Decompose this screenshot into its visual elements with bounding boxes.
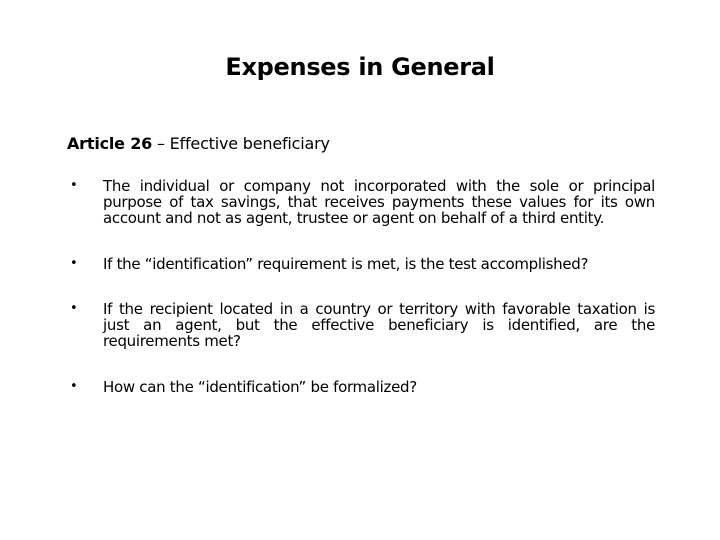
bullet-text: How can the “identification” be formalized?: [103, 378, 417, 396]
article-number: Article 26: [67, 134, 153, 153]
bullet-list: [70, 178, 655, 395]
slide-subtitle: [67, 134, 330, 153]
bullet-text: The individual or company not incorporated with the sole or principal purpose of tax savings, that receives payments these values for its own account and not as agent, trustee or agent on behalf of a third entity.: [103, 177, 655, 227]
bullet-dot-icon: •: [70, 379, 78, 394]
article-topic: – Effective beneficiary: [152, 134, 330, 153]
bullet-dot-icon: •: [70, 301, 78, 316]
bullet-item: [70, 178, 655, 226]
bullet-item: [70, 301, 655, 349]
bullet-text: If the recipient located in a country or territory with favorable taxation is just an agent, but the effective beneficiary is identified, are the requirements met?: [103, 300, 655, 350]
bullet-dot-icon: •: [70, 178, 78, 193]
bullet-item: [70, 256, 655, 272]
bullet-item: [70, 379, 655, 395]
bullet-dot-icon: •: [70, 256, 78, 271]
bullet-text: If the “identification” requirement is met, is the test accomplished?: [103, 255, 589, 273]
slide-title: Expenses in General: [225, 53, 495, 81]
